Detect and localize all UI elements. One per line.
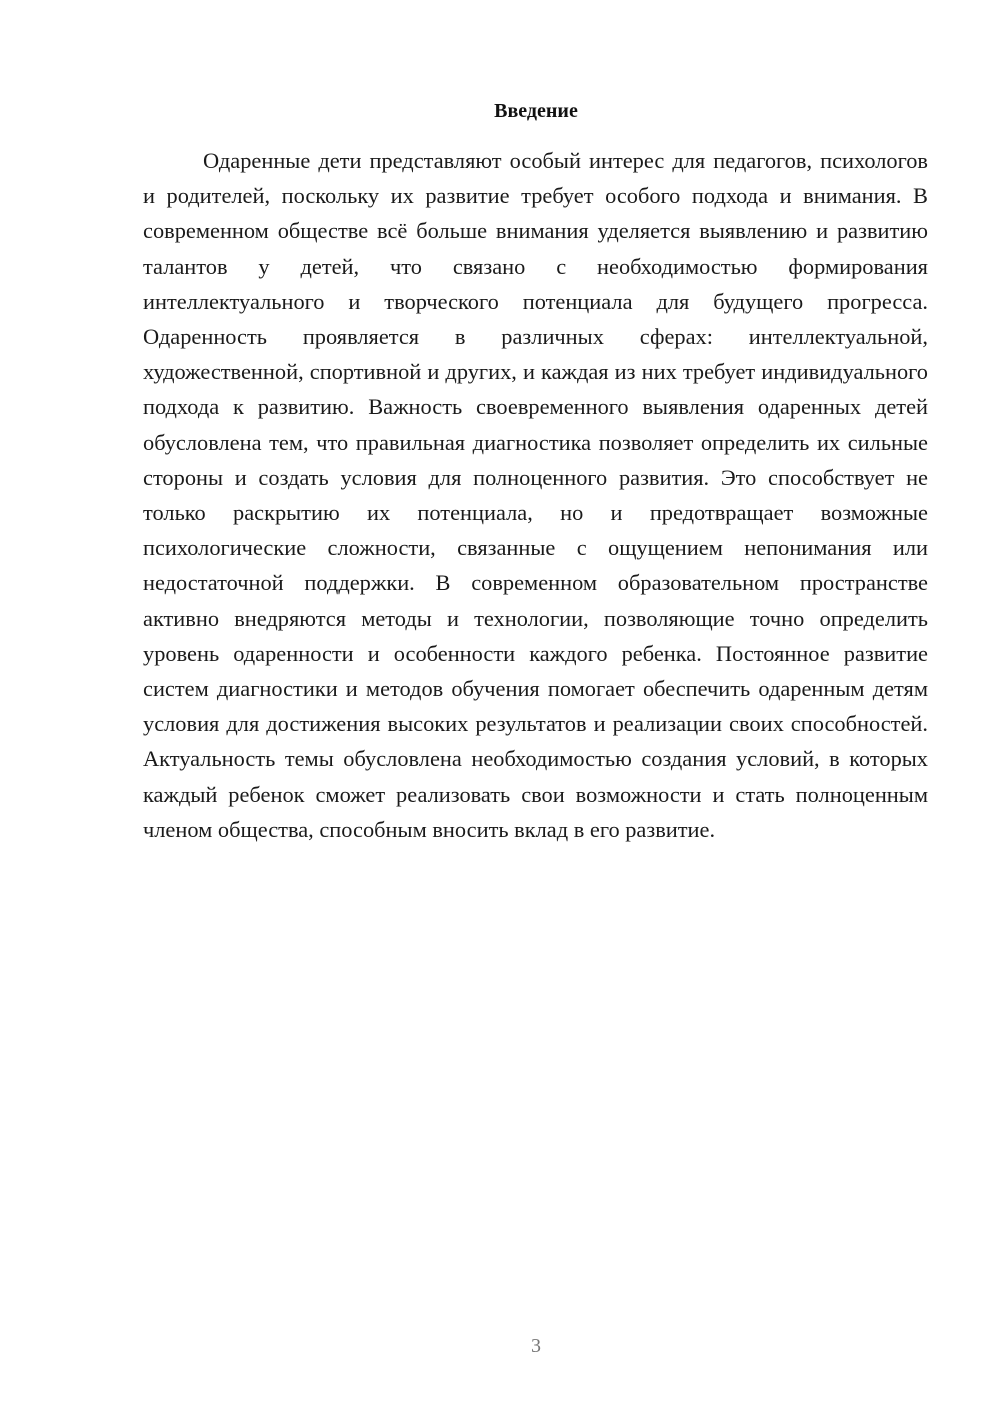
section-heading: Введение (494, 100, 578, 122)
page-number: 3 (531, 1335, 541, 1357)
body-paragraph: Одаренные дети представляют особый интерес для педагогов, психологов и родителей, поскольку их развитие требует особого подхода и внимания. В современном обществе всё больше внимания уделяется выявлению и развитию талантов у детей, что связано с необходимостью формирования интеллектуального и творческого потенциала для будущего прогресса. Одаренность проявляется в различных сферах: интеллектуальной, художественной, спортивной и других, и каждая из них требует индивидуального подхода к развитию. Важность своевременного выявления одаренных детей обусловлена тем, что правильная диагностика позволяет определить их сильные стороны и создать условия для полноценного развития. Это способствует не только раскрытию их потенциала, но и предотвращает возможные психологические сложности, связанные с ощущением непонимания или недостаточной поддержки. В современном образовательном пространстве активно внедряются методы и технологии, позволяющие точно определить уровень одаренности и особенности каждого ребенка. Постоянное развитие систем диагностики и методов обучения помогает обеспечить одаренным детям условия для достижения высоких результатов и реализации своих способностей. Актуальность темы обусловлена необходимостью создания условий, в которых каждый ребенок сможет реализовать свои возможности и стать полноценным членом общества, способным вносить вклад в его развитие. (143, 148, 928, 842)
